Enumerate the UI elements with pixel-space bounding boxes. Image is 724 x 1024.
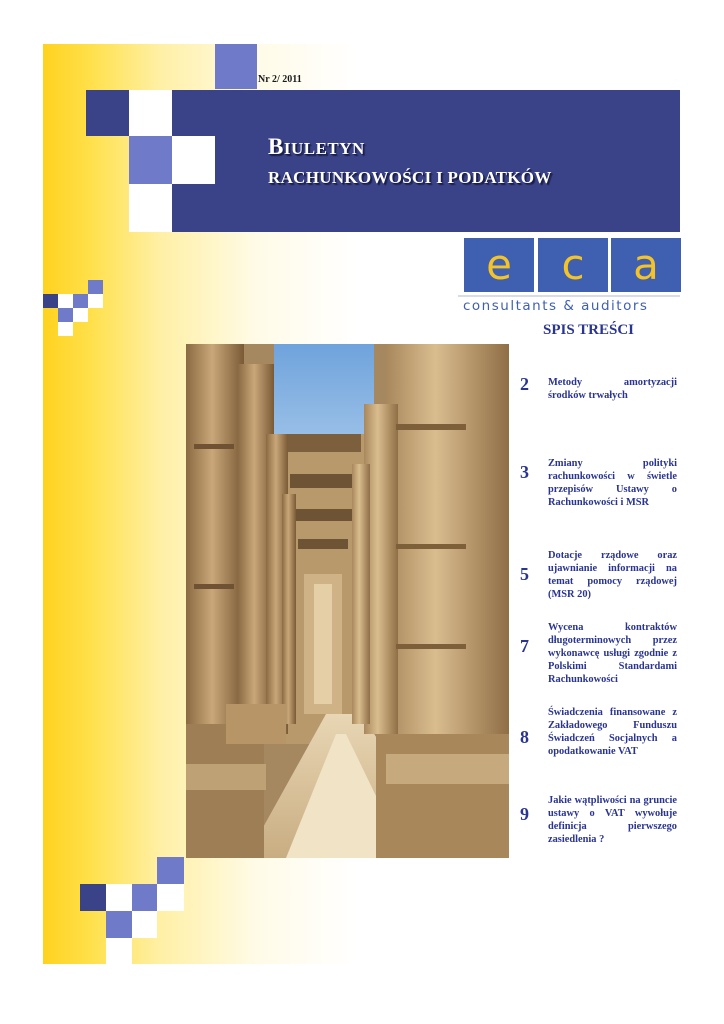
- toc-entry[interactable]: Zmiany polityki rachunkowości w świetle przepisów Ustawy o Rachunkowości i MSR: [548, 458, 677, 508]
- toc-entry[interactable]: Wycena kontraktów długoterminowych przez wykonawcę usługi zgodnie z Polskimi Standardami Rachunkowości: [548, 622, 677, 685]
- logo-letter-box: a: [611, 238, 681, 292]
- deco-small-square: [88, 280, 103, 294]
- toc-page-number: 2: [520, 374, 529, 394]
- toc-page-number: 5: [520, 564, 529, 584]
- toc-heading: SPIS TREŚCI: [543, 322, 635, 338]
- title-rest: IULETYN: [283, 139, 365, 158]
- deco-square: [106, 938, 132, 965]
- toc-page-number: 8: [520, 727, 529, 747]
- toc-page-number: 7: [520, 636, 529, 656]
- deco-square: [129, 184, 172, 232]
- bulletin-title-line2: RACHUNKOWOŚCI I PODATKÓW: [268, 168, 552, 187]
- deco-small-square: [58, 308, 73, 322]
- deco-square: [106, 884, 132, 911]
- deco-square: [132, 884, 157, 911]
- deco-square: [106, 911, 132, 938]
- temple-column-hall-photo: [186, 344, 509, 858]
- deco-square: [86, 90, 129, 136]
- deco-square: [132, 911, 157, 938]
- toc-page-number: 3: [520, 462, 529, 482]
- header-bar: [172, 90, 680, 232]
- deco-small-square: [73, 308, 88, 322]
- logo-letter-box: c: [538, 238, 608, 292]
- toc-entry[interactable]: Metody amortyzacji środków trwałych: [548, 377, 677, 401]
- deco-small-square: [73, 294, 88, 308]
- deco-square: [129, 90, 172, 136]
- bulletin-title-line1: [268, 134, 365, 160]
- logo-letter-box: e: [464, 238, 534, 292]
- deco-square: [157, 884, 184, 911]
- deco-square: [157, 857, 184, 885]
- logo-divider: [458, 295, 680, 297]
- issue-number: Nr 2/ 2011: [258, 74, 302, 85]
- deco-square: [172, 136, 215, 184]
- toc-entry[interactable]: Dotacje rządowe oraz ujawnianie informacji na temat pomocy rządowej (MSR 20): [548, 550, 677, 600]
- toc-entry[interactable]: Świadczenia finansowane z Zakładowego Funduszu Świadczeń Socjalnych a opodatkowanie VAT: [548, 707, 677, 757]
- deco-square: [129, 136, 172, 184]
- deco-square: [80, 884, 106, 911]
- deco-small-square: [88, 294, 103, 308]
- deco-small-square: [58, 322, 73, 336]
- title-initial: B: [268, 134, 284, 159]
- logo-tagline: consultants & auditors: [463, 298, 649, 314]
- deco-small-square: [43, 294, 58, 308]
- deco-square: [215, 44, 257, 89]
- toc-page-number: 9: [520, 804, 529, 824]
- toc-entry[interactable]: Jakie wątpliwości na gruncie ustawy o VAT wywołuje definicja pierwszego zasiedlenia ?: [548, 795, 677, 845]
- deco-small-square: [58, 294, 73, 308]
